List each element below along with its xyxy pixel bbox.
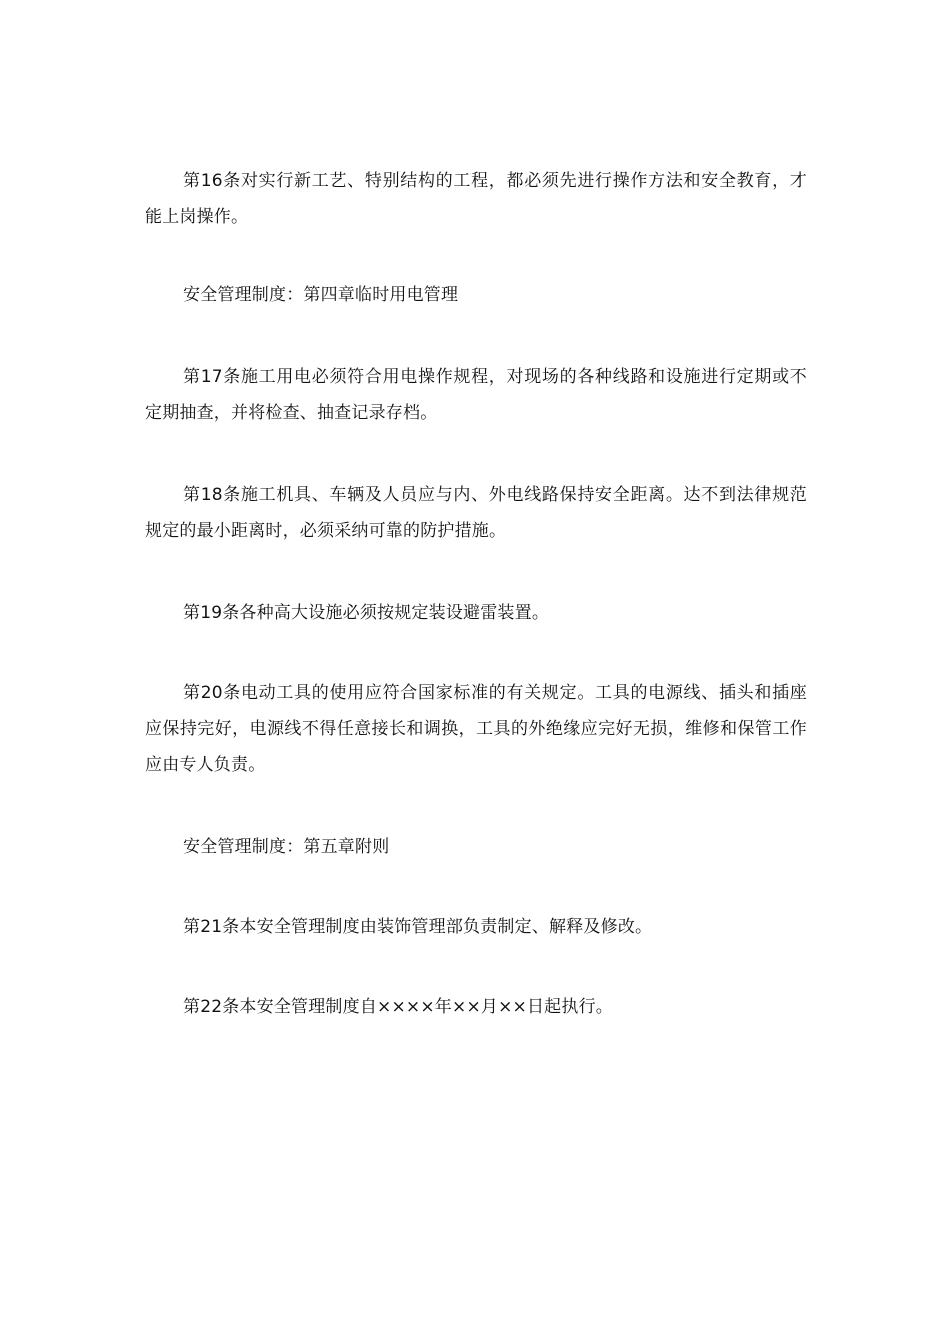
article-17-paragraph: 第17条施工用电必须符合用电操作规程，对现场的各种线路和设施进行定期或不定期抽查，并将检查、抽查记录存档。 xyxy=(145,367,807,423)
document-body xyxy=(145,163,807,1025)
article-19-paragraph: 第19条各种高大设施必须按规定装设避雷装置。 xyxy=(183,603,550,623)
article-16-paragraph: 第16条对实行新工艺、特别结构的工程，都必须先进行操作方法和安全教育，才能上岗操作。 xyxy=(145,171,807,227)
article-20-paragraph: 第20条电动工具的使用应符合国家标准的有关规定。工具的电源线、插头和插座应保持完好，电源线不得任意接长和调换，工具的外绝缘应完好无损，维修和保管工作应由专人负责。 xyxy=(145,683,807,775)
chapter-4-heading: 安全管理制度：第四章临时用电管理 xyxy=(183,285,459,305)
article-22-paragraph: 第22条本安全管理制度自××××年××月××日起执行。 xyxy=(183,997,613,1017)
chapter-5-heading: 安全管理制度：第五章附则 xyxy=(183,837,390,857)
article-18-paragraph: 第18条施工机具、车辆及人员应与内、外电线路保持安全距离。达不到法律规范规定的最小距离时，必须采纳可靠的防护措施。 xyxy=(145,485,807,541)
article-21-paragraph: 第21条本安全管理制度由装饰管理部负责制定、解释及修改。 xyxy=(183,917,653,937)
